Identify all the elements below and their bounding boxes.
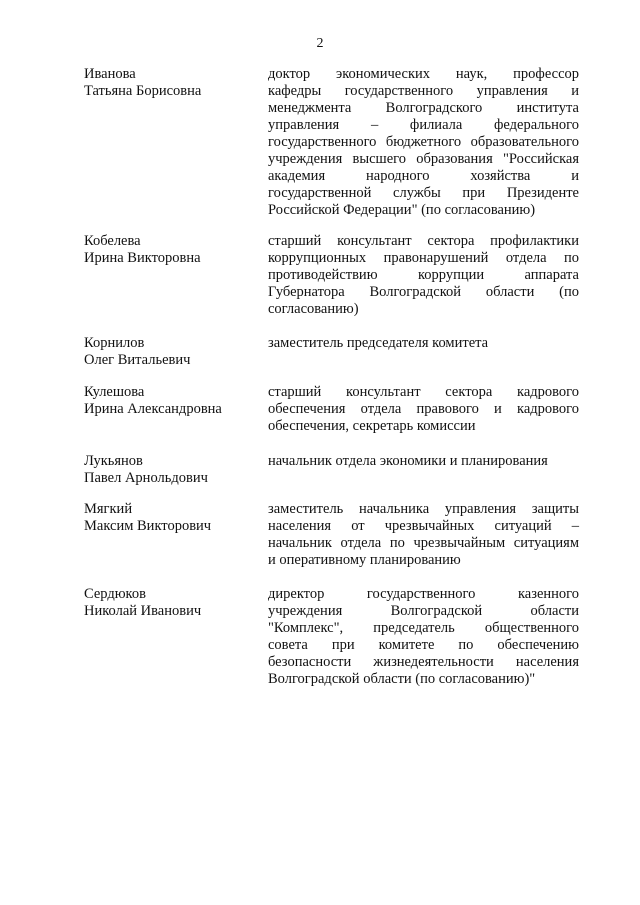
position-line: Волгоградской области (по согласованию)" — [268, 671, 536, 687]
member-given-name: Ирина Александровна — [84, 401, 222, 417]
member-position — [268, 66, 579, 219]
member-position — [268, 501, 579, 569]
position-line: доктор экономических наук, профессор — [268, 66, 579, 82]
member-position — [268, 586, 579, 688]
member-name — [84, 586, 254, 620]
position-line: управления – филиала федерального — [268, 117, 579, 133]
member-surname: Мягкий — [84, 501, 133, 517]
position-line: менеджмента Волгоградского института — [268, 100, 579, 116]
position-line: безопасности жизнедеятельности населения — [268, 654, 579, 670]
position-line: заместитель начальника управления защиты — [268, 501, 579, 517]
member-name — [84, 453, 254, 487]
member-given-name: Ирина Викторовна — [84, 250, 201, 266]
position-line: населения от чрезвычайных ситуаций – — [268, 518, 579, 534]
position-line: обеспечения отдела правового и кадрового — [268, 401, 579, 417]
member-position — [268, 233, 579, 318]
position-line: обеспечения, секретарь комиссии — [268, 418, 476, 434]
position-line: "Комплекс", председатель общественного — [268, 620, 579, 636]
member-position — [268, 453, 579, 470]
position-line: директор государственного казенного — [268, 586, 579, 602]
member-given-name: Олег Витальевич — [84, 352, 191, 368]
position-line: государственной службы при Президенте — [268, 185, 579, 201]
position-line: согласованию) — [268, 301, 359, 317]
member-surname: Иванова — [84, 66, 136, 82]
position-line: Российской Федерации" (по согласованию) — [268, 202, 536, 218]
position-line: начальник отдела экономики и планирования — [268, 453, 548, 469]
member-given-name: Николай Иванович — [84, 603, 202, 619]
member-given-name: Павел Арнольдович — [84, 470, 208, 486]
member-name — [84, 66, 254, 100]
position-line: академия народного хозяйства и — [268, 168, 579, 184]
position-line: кафедры государственного управления и — [268, 83, 579, 99]
position-line: противодействию коррупции аппарата — [268, 267, 579, 283]
member-name — [84, 233, 254, 267]
member-name — [84, 501, 254, 535]
member-surname: Лукьянов — [84, 453, 143, 469]
member-surname: Сердюков — [84, 586, 146, 602]
member-given-name: Татьяна Борисовна — [84, 83, 202, 99]
member-surname: Корнилов — [84, 335, 145, 351]
position-line: учреждения высшего образования "Российская — [268, 151, 579, 167]
position-line: учреждения Волгоградской области — [268, 603, 579, 619]
position-line: и оперативному планированию — [268, 552, 461, 568]
position-line: начальник отдела по чрезвычайным ситуациям — [268, 535, 579, 551]
member-name — [84, 335, 254, 369]
member-position — [268, 335, 579, 352]
position-line: государственного бюджетного образовательного — [268, 134, 579, 150]
member-given-name: Максим Викторович — [84, 518, 212, 534]
position-line: старший консультант сектора кадрового — [268, 384, 579, 400]
member-surname: Кобелева — [84, 233, 141, 249]
member-position — [268, 384, 579, 435]
position-line: заместитель председателя комитета — [268, 335, 489, 351]
position-line: совета при комитете по обеспечению — [268, 637, 579, 653]
position-line: коррупционных правонарушений отдела по — [268, 250, 579, 266]
member-name — [84, 384, 254, 418]
page-number: 2 — [316, 36, 324, 51]
position-line: Губернатора Волгоградской области (по — [268, 284, 579, 300]
member-surname: Кулешова — [84, 384, 145, 400]
position-line: старший консультант сектора профилактики — [268, 233, 579, 249]
